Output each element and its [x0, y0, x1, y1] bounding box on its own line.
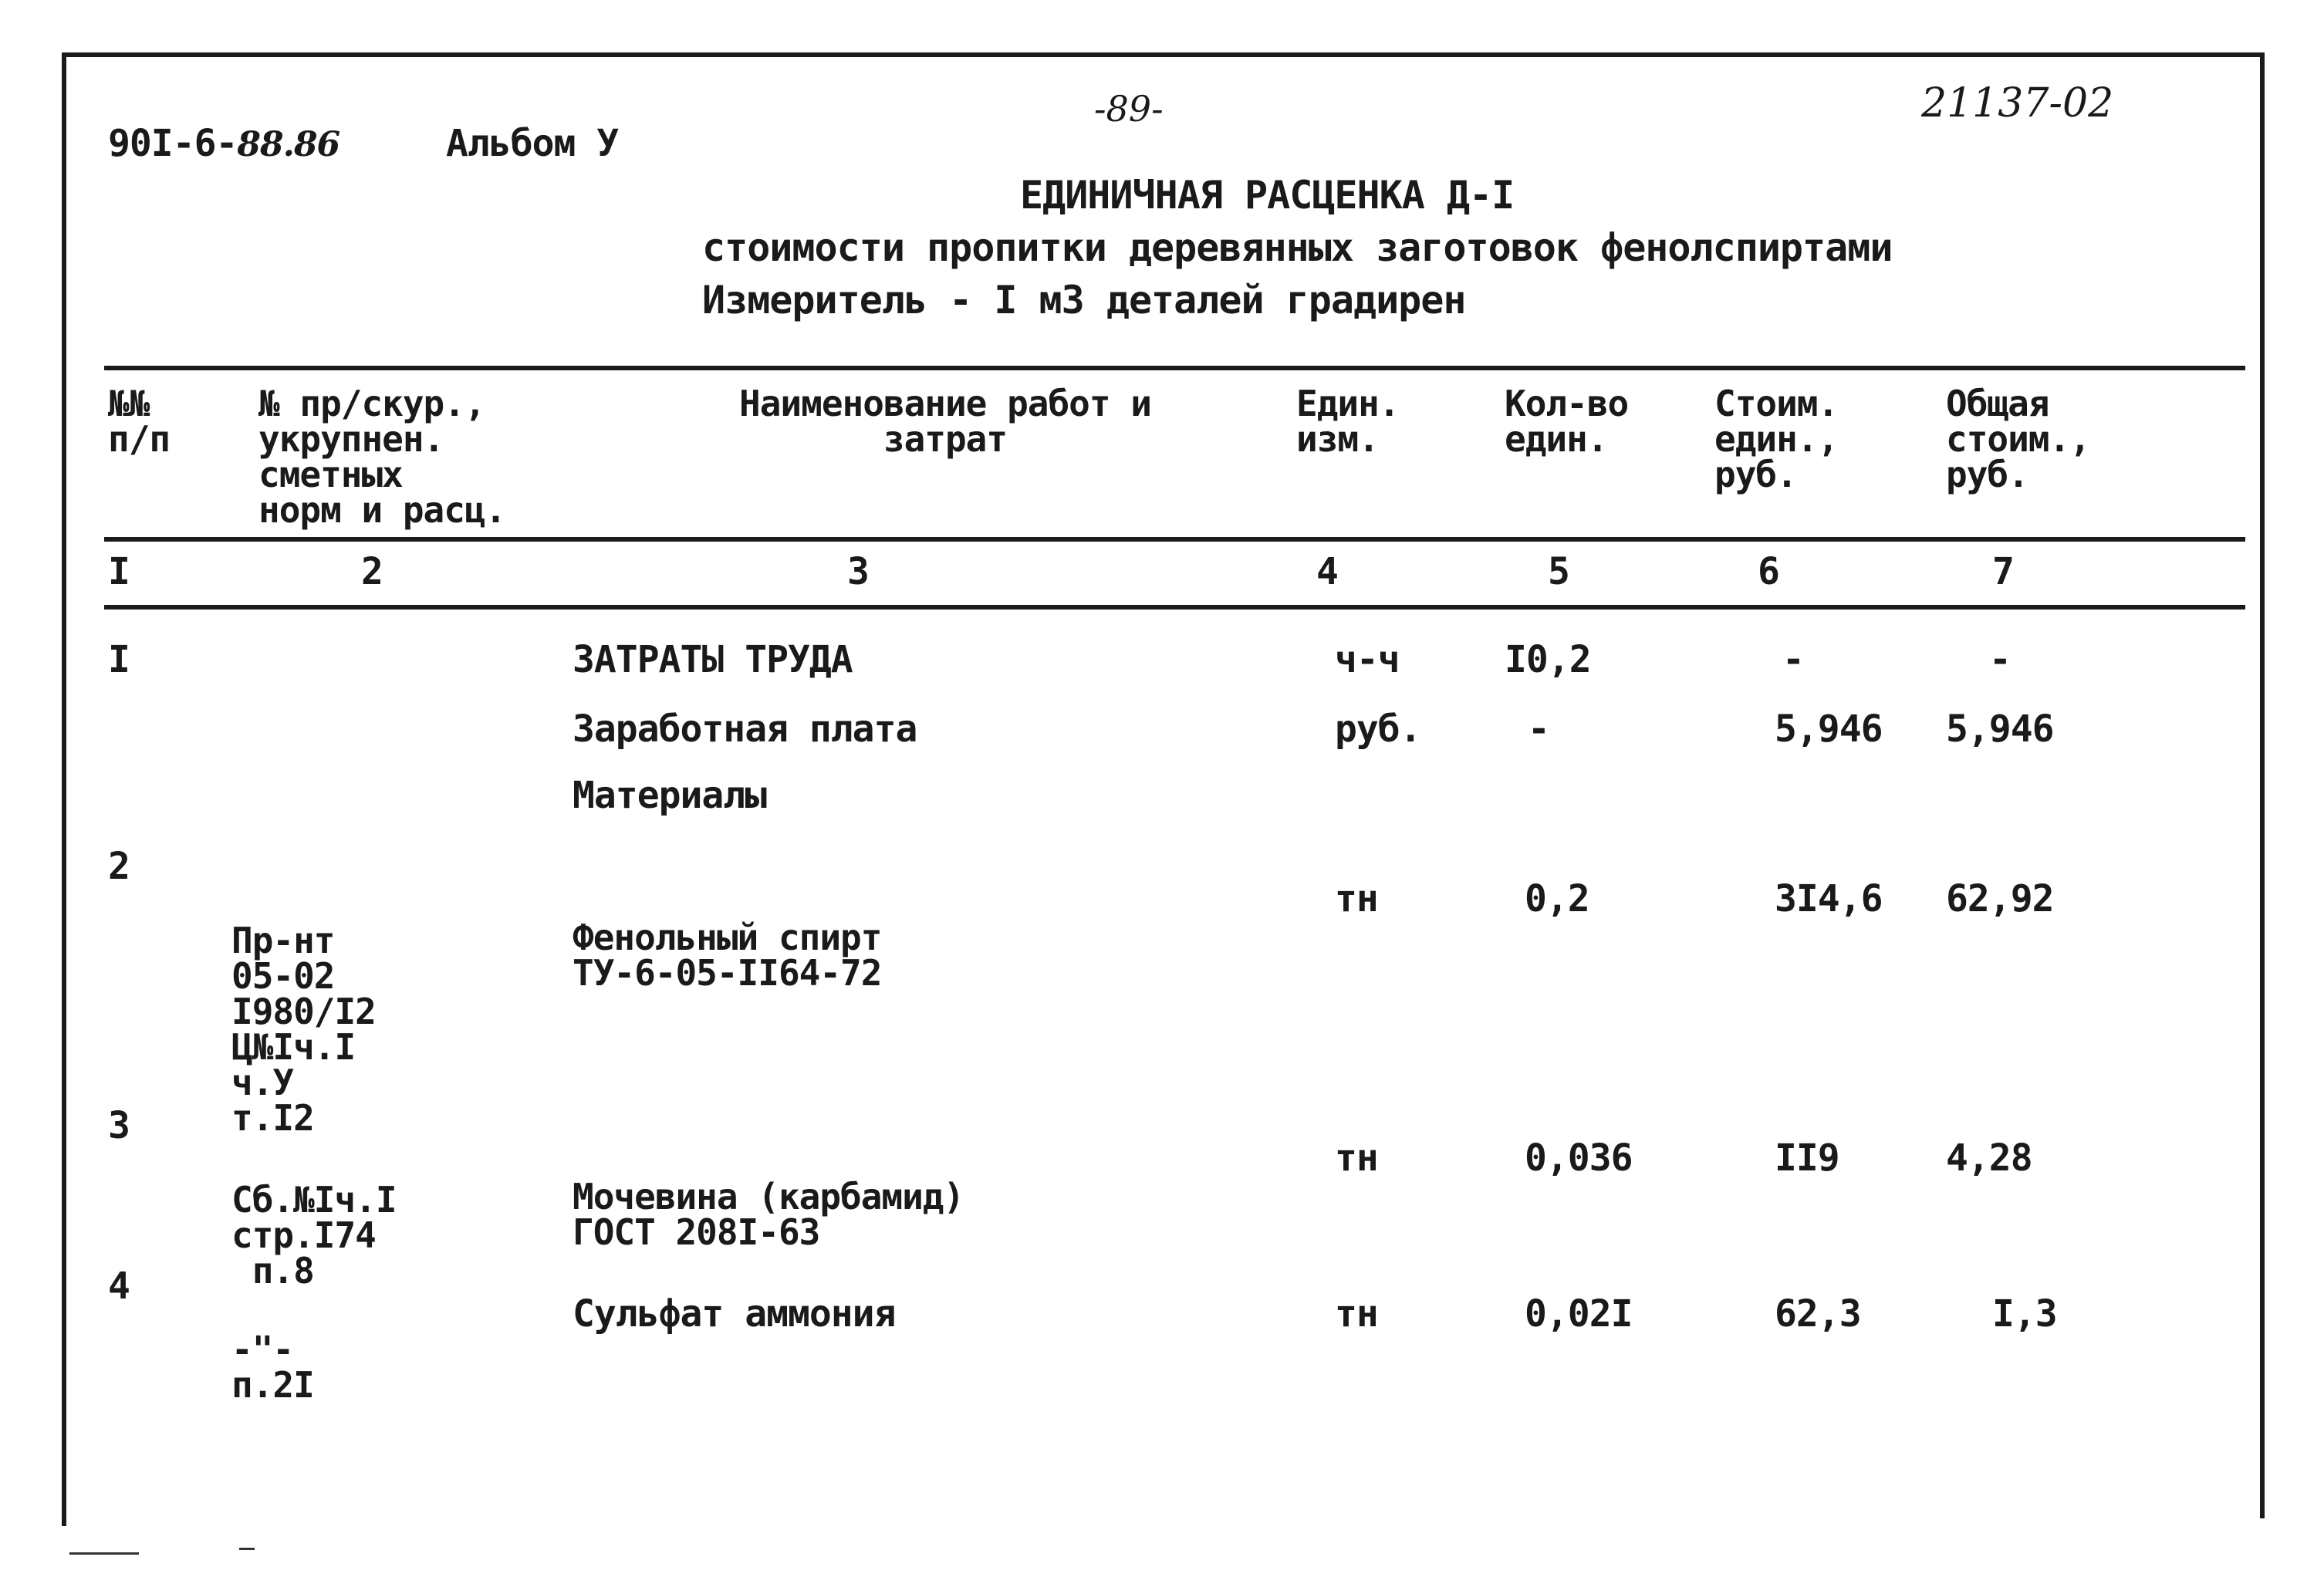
header-col-2: № пр/скур., укрупнен. сметных норм и расц.	[258, 383, 506, 531]
row-total: 5,946	[1946, 708, 2054, 751]
row-name: Мочевина (карбамид) ГОСТ 208I-63	[573, 1176, 964, 1253]
project-code-printed: 90I-6-	[108, 122, 238, 165]
column-number: I	[108, 550, 130, 593]
header-col-4: Един. изм.	[1296, 383, 1400, 460]
row-name: Фенольный спирт ТУ-6-05-II64-72	[573, 917, 882, 994]
row-total: -	[1989, 638, 2011, 681]
row-total: 4,28	[1946, 1136, 2032, 1180]
header-col-5: Кол-во един.	[1505, 383, 1629, 460]
column-number: 3	[847, 550, 869, 593]
row-reference: -"- п.2I	[231, 1329, 314, 1406]
column-number: 6	[1758, 550, 1779, 593]
scan-mark	[69, 1552, 139, 1555]
row-total: I,3	[1992, 1292, 2057, 1336]
row-unit: тн	[1335, 1136, 1378, 1180]
header-col-3: Наименование работ и затрат	[739, 383, 1151, 460]
table-rule-numbers-bottom	[104, 605, 2245, 610]
row-quantity: 0,02I	[1525, 1292, 1633, 1336]
scan-mark	[239, 1548, 255, 1550]
row-number: 3	[108, 1104, 130, 1147]
column-number: 5	[1548, 550, 1569, 593]
column-number: 7	[1992, 550, 2014, 593]
row-total: 62,92	[1946, 877, 2054, 920]
column-number: 4	[1316, 550, 1338, 593]
row-unit-price: -	[1782, 638, 1804, 681]
page-number: -89-	[1094, 88, 1164, 130]
document-subtitle: стоимости пропитки деревянных заготовок фенолспиртами	[702, 225, 1893, 270]
row-quantity: I0,2	[1505, 638, 1591, 681]
frame-right-border	[2260, 52, 2265, 1518]
row-number: I	[108, 638, 130, 681]
row-quantity: 0,036	[1525, 1136, 1633, 1180]
row-unit-price: 3I4,6	[1775, 877, 1883, 920]
frame-top-border	[62, 52, 2265, 57]
header-col-6: Стоим. един., руб.	[1714, 383, 1839, 495]
row-unit: тн	[1335, 1292, 1378, 1336]
row-unit-price: II9	[1775, 1136, 1839, 1180]
table-rule-header-bottom	[104, 537, 2245, 542]
row-unit-price: 5,946	[1775, 708, 1883, 751]
column-number: 2	[361, 550, 383, 593]
header-col-1: №№ п/п	[108, 383, 171, 460]
measurement-unit-line: Измеритель - I м3 деталей градирен	[702, 278, 1466, 323]
row-quantity: 0,2	[1525, 877, 1589, 920]
document-title: ЕДИНИЧНАЯ РАСЦЕНКА Д-I	[1020, 173, 1515, 218]
frame-left-border	[62, 52, 66, 1526]
album-label: Альбом У	[446, 122, 619, 165]
project-code-handwritten: 88.86	[237, 125, 340, 164]
row-unit: тн	[1335, 877, 1378, 920]
row-number: 4	[108, 1265, 130, 1308]
row-reference: Сб.№Iч.I стр.I74 п.8	[231, 1179, 397, 1292]
row-quantity: -	[1528, 708, 1549, 751]
table-rule-top	[104, 366, 2245, 370]
row-name: Материалы	[573, 774, 767, 817]
row-number: 2	[108, 845, 130, 888]
sheet-code: 21137-02	[1921, 80, 2114, 127]
row-name: ЗАТРАТЫ ТРУДА	[573, 638, 853, 681]
row-name: Сульфат аммония	[573, 1292, 896, 1336]
row-unit: руб.	[1335, 708, 1421, 751]
row-unit: ч-ч	[1335, 638, 1400, 681]
row-name: Заработная плата	[573, 708, 917, 751]
row-unit-price: 62,3	[1775, 1292, 1861, 1336]
project-code	[108, 122, 340, 165]
header-col-7: Общая стоим., руб.	[1946, 383, 2090, 495]
row-reference: Пр-нт 05-02 I980/I2 Ц№Iч.I ч.У т.I2	[231, 920, 376, 1139]
